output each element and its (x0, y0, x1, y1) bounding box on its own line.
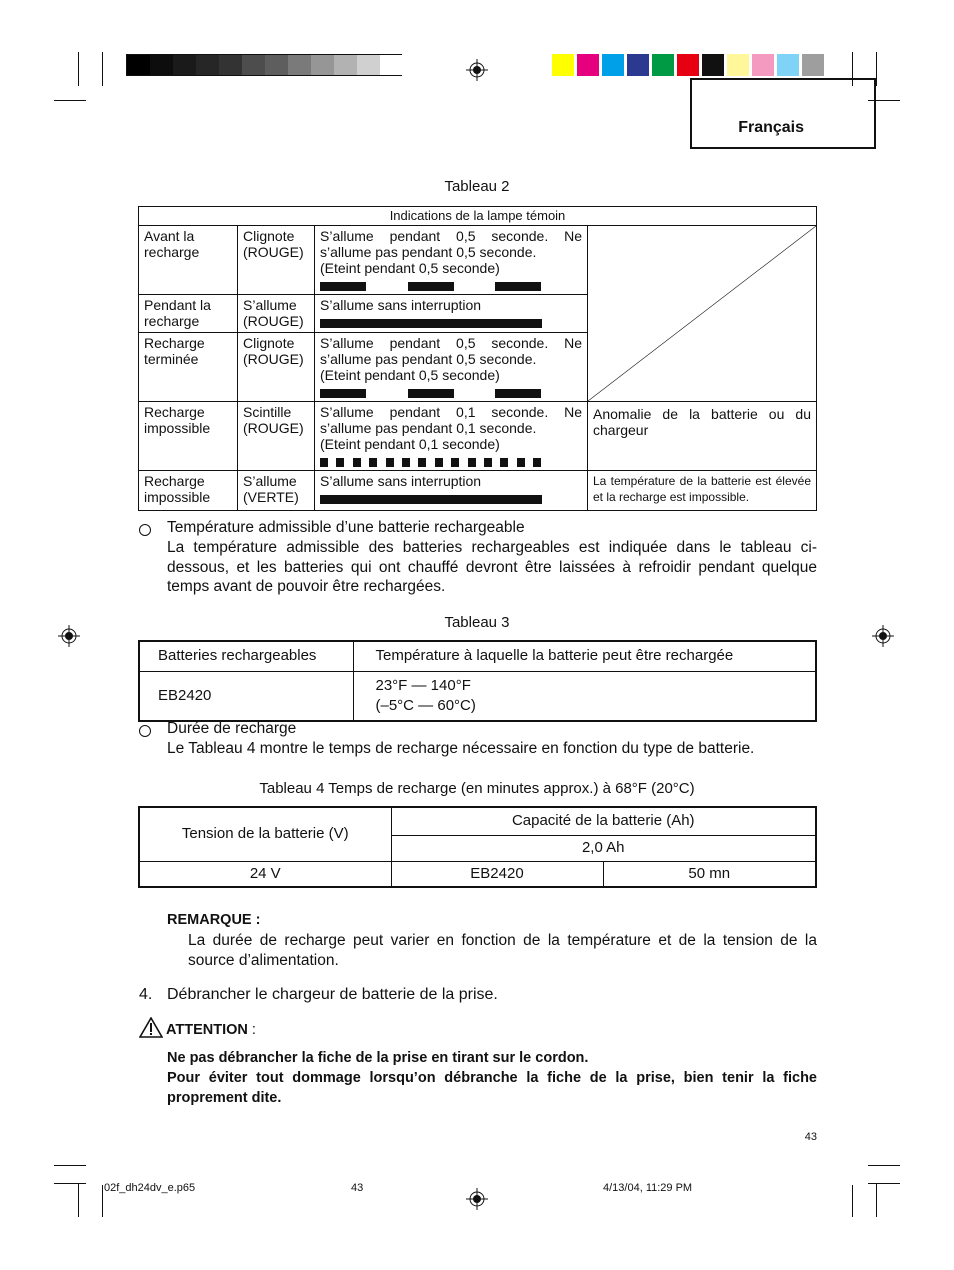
step-number: 4. (139, 986, 153, 1003)
empty-diagonal-cell (588, 226, 817, 402)
charging-time-table (138, 806, 817, 888)
blink-pattern-fast (320, 458, 582, 468)
color-swatch (727, 54, 749, 76)
table2-caption: Tableau 2 (444, 178, 510, 195)
charging-time: 50 mn (603, 861, 816, 887)
flicker-dash (500, 458, 508, 467)
state-cell: Recharge impossible (139, 471, 238, 511)
color-swatch (627, 54, 649, 76)
table3-caption: Tableau 3 (444, 614, 510, 631)
flicker-dash (336, 458, 344, 467)
capacity-header: Capacité de la batterie (Ah) (391, 807, 816, 835)
color-swatch (802, 54, 824, 76)
blink-pattern-slow (320, 282, 582, 292)
remark-cell: La température de la batterie est élevée et la recharge est impossible. (588, 471, 817, 511)
flicker-dash (517, 458, 525, 467)
temp-section-body: La température admissible des batteries rechargeables est indiquée dans le tableau ci-dessous, et les batteries qui ont chauffé devront être laissées à refroidir pendant quelque temps avant de pouvoir être rechargées. (167, 539, 817, 595)
flicker-dash (369, 458, 377, 467)
color-swatch (777, 54, 799, 76)
color-swatch (552, 54, 574, 76)
charge-section-body: Le Tableau 4 montre le temps de recharge nécessaire en fonction du type de batterie. (167, 740, 755, 757)
page-number: 43 (804, 1131, 817, 1143)
indicator-lamp-table (138, 206, 817, 511)
state-cell: Pendant la recharge (139, 295, 238, 333)
flicker-dash (451, 458, 459, 467)
temperature-table (138, 640, 817, 722)
footer-date: 4/13/04, 11:29 PM (603, 1182, 693, 1194)
color-swatch (602, 54, 624, 76)
bullet-circle-icon (139, 725, 151, 737)
mode-cell: S’allume (VERTE) (238, 471, 315, 511)
gray-swatch (196, 55, 219, 75)
flicker-dash (468, 458, 476, 467)
col-header: Température à laquelle la batterie peut être rechargée (353, 641, 816, 671)
warning-triangle-icon (139, 1017, 163, 1038)
description-cell: S’allume pendant 0,1 seconde. Ne s’allume pas pendant 0,1 seconde. (Eteint pendant 0,1 seconde) (315, 402, 588, 471)
voltage-header: Tension de la batterie (V) (139, 807, 391, 861)
description-cell: S’allume sans interruption (315, 295, 588, 333)
mode-cell: S’allume (ROUGE) (238, 295, 315, 333)
color-swatch (677, 54, 699, 76)
flicker-dash (320, 458, 328, 467)
col-header: Batteries rechargeables (139, 641, 353, 671)
step-text: Débrancher le chargeur de batterie de la prise. (167, 986, 498, 1003)
flicker-dash (386, 458, 394, 467)
table4-caption: Tableau 4 Temps de recharge (en minutes approx.) à 68°F (20°C) (259, 780, 695, 797)
attention-line2: Pour éviter tout dommage lorsqu’on débranche la fiche de la prise, bien tenir la fiche proprement dite. (167, 1070, 817, 1106)
footer-file: 02f_dh24dv_e.p65 (104, 1182, 196, 1194)
registration-mark-icon (466, 59, 488, 81)
color-swatch (652, 54, 674, 76)
table-row (139, 471, 817, 511)
flicker-dash (435, 458, 443, 467)
flicker-dash (402, 458, 410, 467)
state-cell: Recharge impossible (139, 402, 238, 471)
color-swatch (702, 54, 724, 76)
steady-light-bar (320, 319, 582, 329)
remarque-text: La durée de recharge peut varier en fonction de la température et de la tension de la source d’alimentation. (188, 932, 817, 969)
description-cell: S’allume sans interruption (315, 471, 588, 511)
table-row (139, 402, 817, 471)
gray-swatch (219, 55, 242, 75)
gray-swatch (173, 55, 196, 75)
temperature-range: 23°F — 140°F (–5°C — 60°C) (353, 671, 816, 721)
voltage-value: 24 V (139, 861, 391, 887)
table2-header: Indications de la lampe témoin (139, 207, 817, 226)
remarque-label: REMARQUE : (167, 912, 261, 928)
state-cell: Avant la recharge (139, 226, 238, 295)
mode-cell: Scintille (ROUGE) (238, 402, 315, 471)
grayscale-calibration-bar (126, 54, 402, 76)
gray-swatch (265, 55, 288, 75)
attention-label: ATTENTION (166, 1022, 248, 1038)
capacity-value: 2,0 Ah (391, 835, 816, 861)
table-row (139, 226, 817, 295)
gray-swatch (127, 55, 150, 75)
temp-section-title: Température admissible d’une batterie rechargeable (167, 519, 525, 536)
footer-page: 43 (351, 1182, 364, 1194)
mode-cell: Clignote (ROUGE) (238, 226, 315, 295)
color-swatch (577, 54, 599, 76)
steady-light-bar (320, 495, 582, 505)
color-swatch (752, 54, 774, 76)
description-cell: S’allume pendant 0,5 seconde. Ne s’allume pas pendant 0,5 seconde. (Eteint pendant 0,5 seconde) (315, 333, 588, 402)
charge-section-title: Durée de recharge (167, 720, 297, 737)
table-row (139, 861, 816, 887)
gray-swatch (357, 55, 380, 75)
registration-mark-icon (466, 1188, 488, 1210)
language-tab (690, 78, 876, 149)
state-cell: Recharge terminée (139, 333, 238, 402)
battery-model: EB2420 (139, 671, 353, 721)
bullet-circle-icon (139, 524, 151, 536)
remark-cell: Anomalie de la batterie ou du chargeur (588, 402, 817, 471)
attention-line1: Ne pas débrancher la fiche de la prise en tirant sur le cordon. (167, 1050, 589, 1066)
language-label: Français (738, 119, 804, 136)
gray-swatch (334, 55, 357, 75)
description-cell: S’allume pendant 0,5 seconde. Ne s’allume pas pendant 0,5 seconde. (Eteint pendant 0,5 seconde) (315, 226, 588, 295)
gray-swatch (380, 55, 403, 75)
gray-swatch (288, 55, 311, 75)
battery-model: EB2420 (391, 861, 603, 887)
mode-cell: Clignote (ROUGE) (238, 333, 315, 402)
flicker-dash (418, 458, 426, 467)
gray-swatch (311, 55, 334, 75)
gray-swatch (242, 55, 265, 75)
flicker-dash (484, 458, 492, 467)
flicker-dash (533, 458, 541, 467)
attention-heading: ATTENTION : (166, 1022, 256, 1038)
blink-pattern-slow (320, 389, 582, 399)
gray-swatch (150, 55, 173, 75)
table-row (139, 671, 816, 721)
flicker-dash (353, 458, 361, 467)
